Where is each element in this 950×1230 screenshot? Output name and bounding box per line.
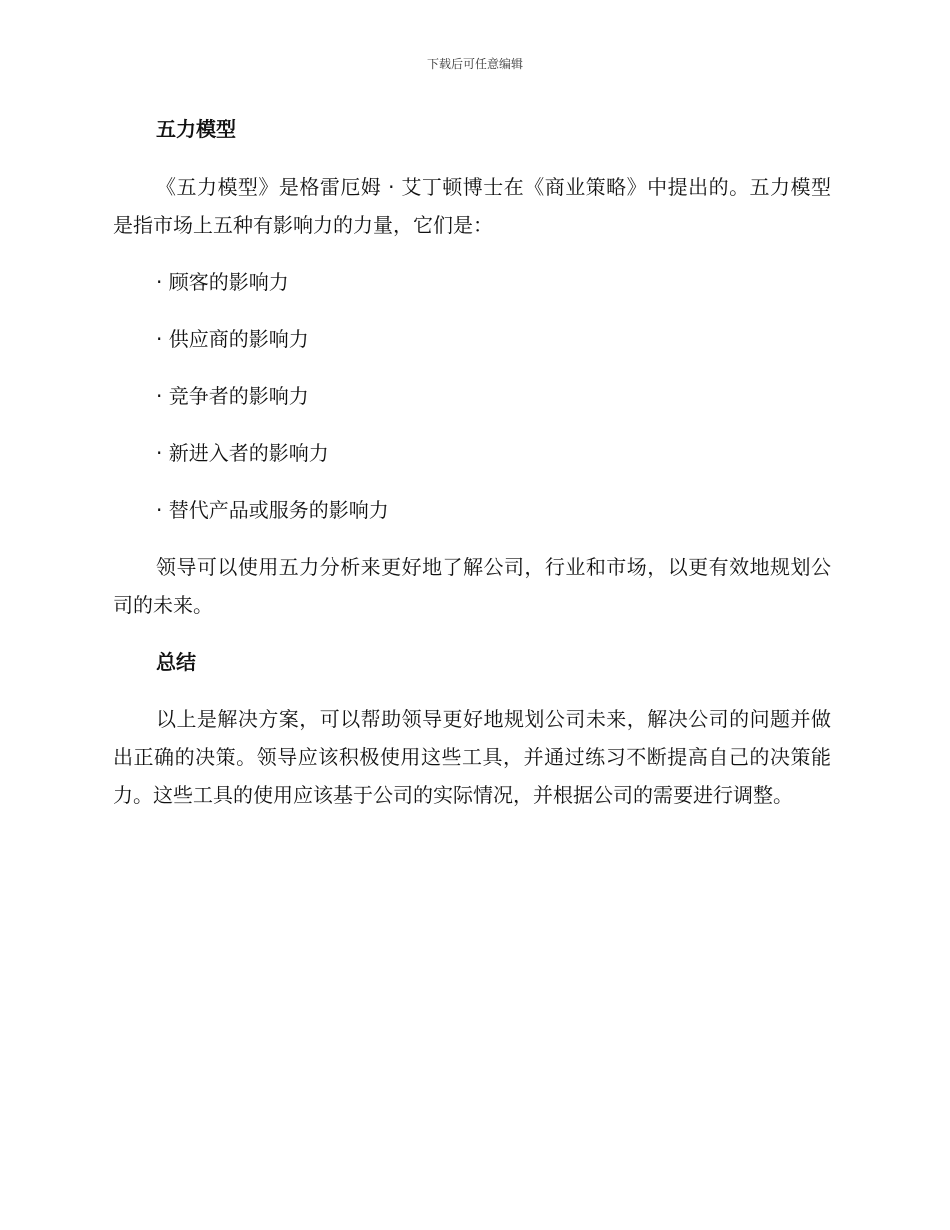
document-body xyxy=(113,110,831,814)
bullet-item-suppliers: · 供应商的影响力 xyxy=(156,327,309,351)
section-heading-summary: 总结 xyxy=(156,650,196,674)
summary-paragraph: 以上是解决方案，可以帮助领导更好地规划公司未来，解决公司的问题并做出正确的决策。领导应该积极使用这些工具，并通过练习不断提高自己的决策能力。这些工具的使用应该基于公司的实际情况，并根据公司的需要进行调整。 xyxy=(113,707,831,807)
bullet-item-new-entrants: · 新进入者的影响力 xyxy=(156,441,329,465)
section-heading-five-forces: 五力模型 xyxy=(156,117,236,141)
five-forces-closing-paragraph: 领导可以使用五力分析来更好地了解公司，行业和市场，以更有效地规划公司的未来。 xyxy=(113,555,831,617)
five-forces-intro-paragraph: 《五力模型》是格雷厄姆 · 艾丁顿博士在《商业策略》中提出的。五力模型是指市场上五种有影响力的力量，它们是： xyxy=(113,175,831,237)
bullet-item-customers: · 顾客的影响力 xyxy=(156,270,289,294)
page-header-note: 下载后可任意编辑 xyxy=(426,57,523,71)
bullet-item-competitors: · 竞争者的影响力 xyxy=(156,384,309,408)
bullet-item-substitutes: · 替代产品或服务的影响力 xyxy=(156,498,389,522)
